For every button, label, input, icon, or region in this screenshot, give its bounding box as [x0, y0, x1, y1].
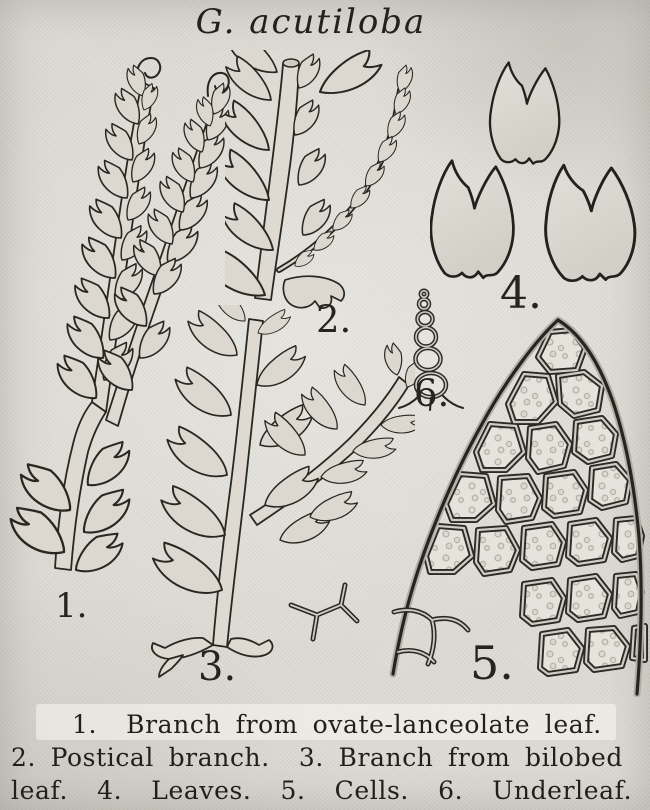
figure-5-label: 5.	[470, 636, 514, 690]
fig4-leaf-bottom-right	[541, 161, 638, 284]
plate-caption	[0, 708, 650, 807]
figure-2-label: 2.	[316, 298, 352, 341]
fig4-leaf-top	[489, 62, 560, 164]
fig3-leaves	[149, 305, 415, 611]
fig4-leaf-bottom-left	[431, 161, 514, 278]
figure-1-label: 1.	[55, 586, 88, 626]
caption-line-3: leaf. 4. Leaves. 5. Cells. 6. Underleaf.	[11, 776, 633, 805]
figure-4-label: 4.	[500, 268, 542, 319]
figure-3-label: 3.	[198, 644, 237, 690]
fig3-stem	[152, 319, 273, 677]
figure-6-label: 6.	[414, 372, 450, 415]
figure-5-cells-drawing	[388, 312, 650, 697]
caption-line-2: 2. Postical branch. 3. Branch from bilobed	[11, 743, 624, 772]
fig3-cell-wall-fragment	[291, 585, 357, 639]
plate-title: G. acutiloba	[195, 2, 427, 42]
caption-line-1: 1. Branch from ovate-lanceolate leaf.	[72, 710, 602, 739]
fig2-leaves	[225, 50, 385, 308]
figure-3-branch-drawing	[95, 305, 415, 700]
fig4-leaf-group	[431, 62, 638, 283]
